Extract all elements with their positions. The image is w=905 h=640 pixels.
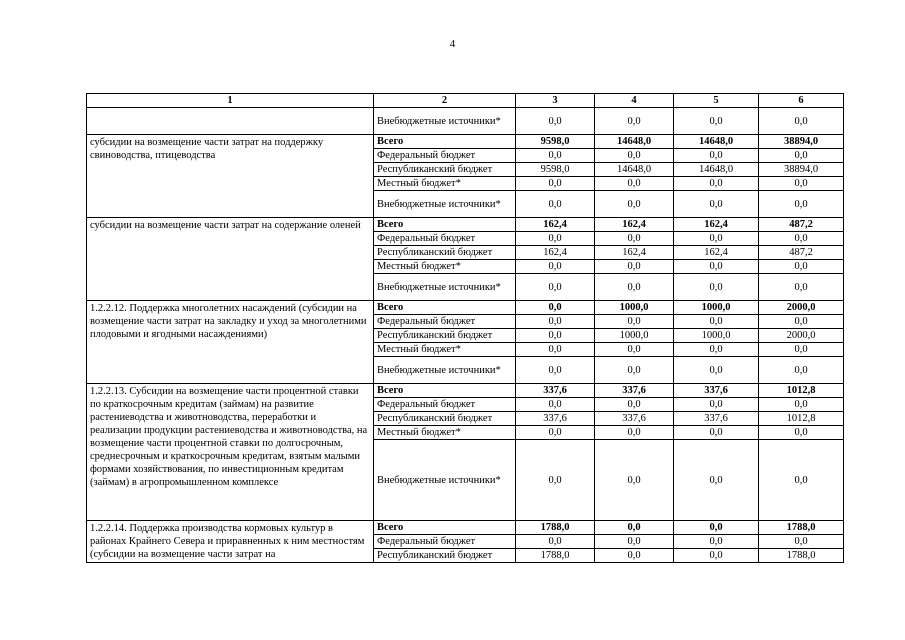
amount-cell: 162,4	[595, 218, 674, 232]
funding-source: Местный бюджет*	[374, 343, 516, 357]
amount-cell: 1000,0	[674, 301, 759, 315]
header-row	[87, 94, 844, 108]
amount-cell: 0,0	[674, 357, 759, 384]
amount-cell: 1000,0	[595, 301, 674, 315]
amount-cell: 337,6	[595, 412, 674, 426]
amount-cell: 0,0	[674, 440, 759, 521]
amount-cell: 0,0	[674, 191, 759, 218]
amount-cell: 0,0	[516, 398, 595, 412]
amount-cell: 2000,0	[759, 301, 844, 315]
amount-cell: 0,0	[595, 149, 674, 163]
table-row	[87, 384, 844, 398]
funding-source: Республиканский бюджет	[374, 412, 516, 426]
amount-cell: 0,0	[674, 149, 759, 163]
amount-cell: 0,0	[595, 398, 674, 412]
amount-cell: 0,0	[516, 149, 595, 163]
amount-cell: 0,0	[759, 357, 844, 384]
funding-source: Республиканский бюджет	[374, 549, 516, 563]
funding-source: Местный бюджет*	[374, 177, 516, 191]
amount-cell: 0,0	[759, 440, 844, 521]
amount-cell: 0,0	[595, 315, 674, 329]
amount-cell: 0,0	[759, 274, 844, 301]
budget-table	[86, 93, 844, 563]
amount-cell: 9598,0	[516, 163, 595, 177]
funding-source: Внебюджетные источники*	[374, 191, 516, 218]
amount-cell: 0,0	[516, 357, 595, 384]
amount-cell: 0,0	[516, 329, 595, 343]
amount-cell: 0,0	[759, 535, 844, 549]
column-header: 5	[674, 94, 759, 108]
amount-cell: 14648,0	[674, 163, 759, 177]
table-row	[87, 218, 844, 232]
amount-cell: 0,0	[516, 343, 595, 357]
amount-cell: 0,0	[674, 177, 759, 191]
amount-cell: 1788,0	[759, 521, 844, 535]
amount-cell: 0,0	[759, 315, 844, 329]
funding-source: Республиканский бюджет	[374, 329, 516, 343]
amount-cell: 0,0	[674, 260, 759, 274]
funding-source: Федеральный бюджет	[374, 232, 516, 246]
amount-cell: 162,4	[674, 246, 759, 260]
amount-cell: 0,0	[674, 549, 759, 563]
funding-source: Федеральный бюджет	[374, 398, 516, 412]
amount-cell: 0,0	[674, 315, 759, 329]
amount-cell: 0,0	[674, 108, 759, 135]
amount-cell: 0,0	[516, 440, 595, 521]
amount-cell: 0,0	[595, 108, 674, 135]
amount-cell: 0,0	[516, 232, 595, 246]
amount-cell: 9598,0	[516, 135, 595, 149]
amount-cell: 337,6	[674, 412, 759, 426]
amount-cell: 0,0	[516, 426, 595, 440]
amount-cell: 0,0	[516, 274, 595, 301]
amount-cell: 0,0	[674, 535, 759, 549]
amount-cell: 0,0	[595, 357, 674, 384]
amount-cell: 0,0	[759, 232, 844, 246]
column-header: 3	[516, 94, 595, 108]
amount-cell: 0,0	[595, 549, 674, 563]
amount-cell: 487,2	[759, 246, 844, 260]
amount-cell: 1788,0	[516, 521, 595, 535]
amount-cell: 0,0	[759, 426, 844, 440]
funding-source: Федеральный бюджет	[374, 149, 516, 163]
amount-cell: 162,4	[595, 246, 674, 260]
funding-source: Внебюджетные источники*	[374, 274, 516, 301]
funding-source: Внебюджетные источники*	[374, 440, 516, 521]
row-description	[87, 108, 374, 135]
row-description: 1.2.2.13. Субсидии на возмещение части процентной ставки по краткосрочным кредитам (займам) на развитие растениеводства и животноводства, переработки и реализации продукции растениеводства и животноводства, на возмещение части процентной ставки по долгосрочным, среднесрочным и краткосрочным кредитам, взятым малыми формами хозяйствования, по инвестиционным кредитам (займам) в агропромышленном комплексе	[87, 384, 374, 521]
column-header: 4	[595, 94, 674, 108]
funding-source: Местный бюджет*	[374, 260, 516, 274]
column-header: 2	[374, 94, 516, 108]
table-row	[87, 108, 844, 135]
row-description: 1.2.2.12. Поддержка многолетних насаждений (субсидии на возмещение части затрат на закладку и уход за многолетними плодовыми и ягодными насаждениями)	[87, 301, 374, 384]
amount-cell: 337,6	[595, 384, 674, 398]
amount-cell: 0,0	[516, 260, 595, 274]
funding-source: Всего	[374, 301, 516, 315]
amount-cell: 162,4	[516, 246, 595, 260]
amount-cell: 0,0	[674, 521, 759, 535]
amount-cell: 0,0	[595, 343, 674, 357]
funding-source: Всего	[374, 218, 516, 232]
amount-cell: 0,0	[595, 232, 674, 246]
funding-source: Республиканский бюджет	[374, 163, 516, 177]
funding-source: Республиканский бюджет	[374, 246, 516, 260]
amount-cell: 0,0	[595, 177, 674, 191]
amount-cell: 0,0	[595, 440, 674, 521]
amount-cell: 38894,0	[759, 135, 844, 149]
amount-cell: 0,0	[674, 232, 759, 246]
column-header: 1	[87, 94, 374, 108]
amount-cell: 0,0	[759, 177, 844, 191]
amount-cell: 0,0	[674, 398, 759, 412]
amount-cell: 487,2	[759, 218, 844, 232]
amount-cell: 0,0	[595, 191, 674, 218]
amount-cell: 0,0	[759, 108, 844, 135]
amount-cell: 14648,0	[595, 163, 674, 177]
amount-cell: 2000,0	[759, 329, 844, 343]
amount-cell: 0,0	[759, 149, 844, 163]
row-description: 1.2.2.14. Поддержка производства кормовых культур в районах Крайнего Севера и приравненных к ним местностям (субсидии на возмещение части затрат на	[87, 521, 374, 563]
amount-cell: 337,6	[516, 384, 595, 398]
amount-cell: 1788,0	[759, 549, 844, 563]
funding-source: Федеральный бюджет	[374, 535, 516, 549]
funding-source: Федеральный бюджет	[374, 315, 516, 329]
amount-cell: 337,6	[516, 412, 595, 426]
amount-cell: 0,0	[516, 535, 595, 549]
page-number: 4	[449, 38, 456, 50]
funding-source: Всего	[374, 521, 516, 535]
amount-cell: 1012,8	[759, 412, 844, 426]
funding-source: Внебюджетные источники*	[374, 108, 516, 135]
row-description: субсидии на возмещение части затрат на содержание оленей	[87, 218, 374, 301]
amount-cell: 0,0	[674, 426, 759, 440]
funding-source: Местный бюджет*	[374, 426, 516, 440]
amount-cell: 162,4	[516, 218, 595, 232]
amount-cell: 14648,0	[674, 135, 759, 149]
amount-cell: 1000,0	[674, 329, 759, 343]
amount-cell: 0,0	[595, 426, 674, 440]
funding-source: Внебюджетные источники*	[374, 357, 516, 384]
amount-cell: 0,0	[674, 343, 759, 357]
amount-cell: 14648,0	[595, 135, 674, 149]
amount-cell: 0,0	[759, 191, 844, 218]
amount-cell: 1788,0	[516, 549, 595, 563]
amount-cell: 0,0	[516, 301, 595, 315]
table-row	[87, 301, 844, 315]
amount-cell: 0,0	[759, 398, 844, 412]
table-row	[87, 521, 844, 535]
row-description: субсидии на возмещение части затрат на поддержку свиноводства, птицеводства	[87, 135, 374, 218]
amount-cell: 0,0	[595, 274, 674, 301]
amount-cell: 0,0	[595, 260, 674, 274]
amount-cell: 38894,0	[759, 163, 844, 177]
amount-cell: 337,6	[674, 384, 759, 398]
table-row	[87, 135, 844, 149]
amount-cell: 0,0	[516, 108, 595, 135]
funding-source: Всего	[374, 384, 516, 398]
amount-cell: 0,0	[595, 521, 674, 535]
amount-cell: 0,0	[516, 315, 595, 329]
column-header: 6	[759, 94, 844, 108]
funding-source: Всего	[374, 135, 516, 149]
amount-cell: 0,0	[674, 274, 759, 301]
amount-cell: 162,4	[674, 218, 759, 232]
amount-cell: 0,0	[759, 260, 844, 274]
amount-cell: 0,0	[595, 535, 674, 549]
amount-cell: 0,0	[759, 343, 844, 357]
amount-cell: 0,0	[516, 191, 595, 218]
amount-cell: 0,0	[516, 177, 595, 191]
amount-cell: 1012,8	[759, 384, 844, 398]
amount-cell: 1000,0	[595, 329, 674, 343]
